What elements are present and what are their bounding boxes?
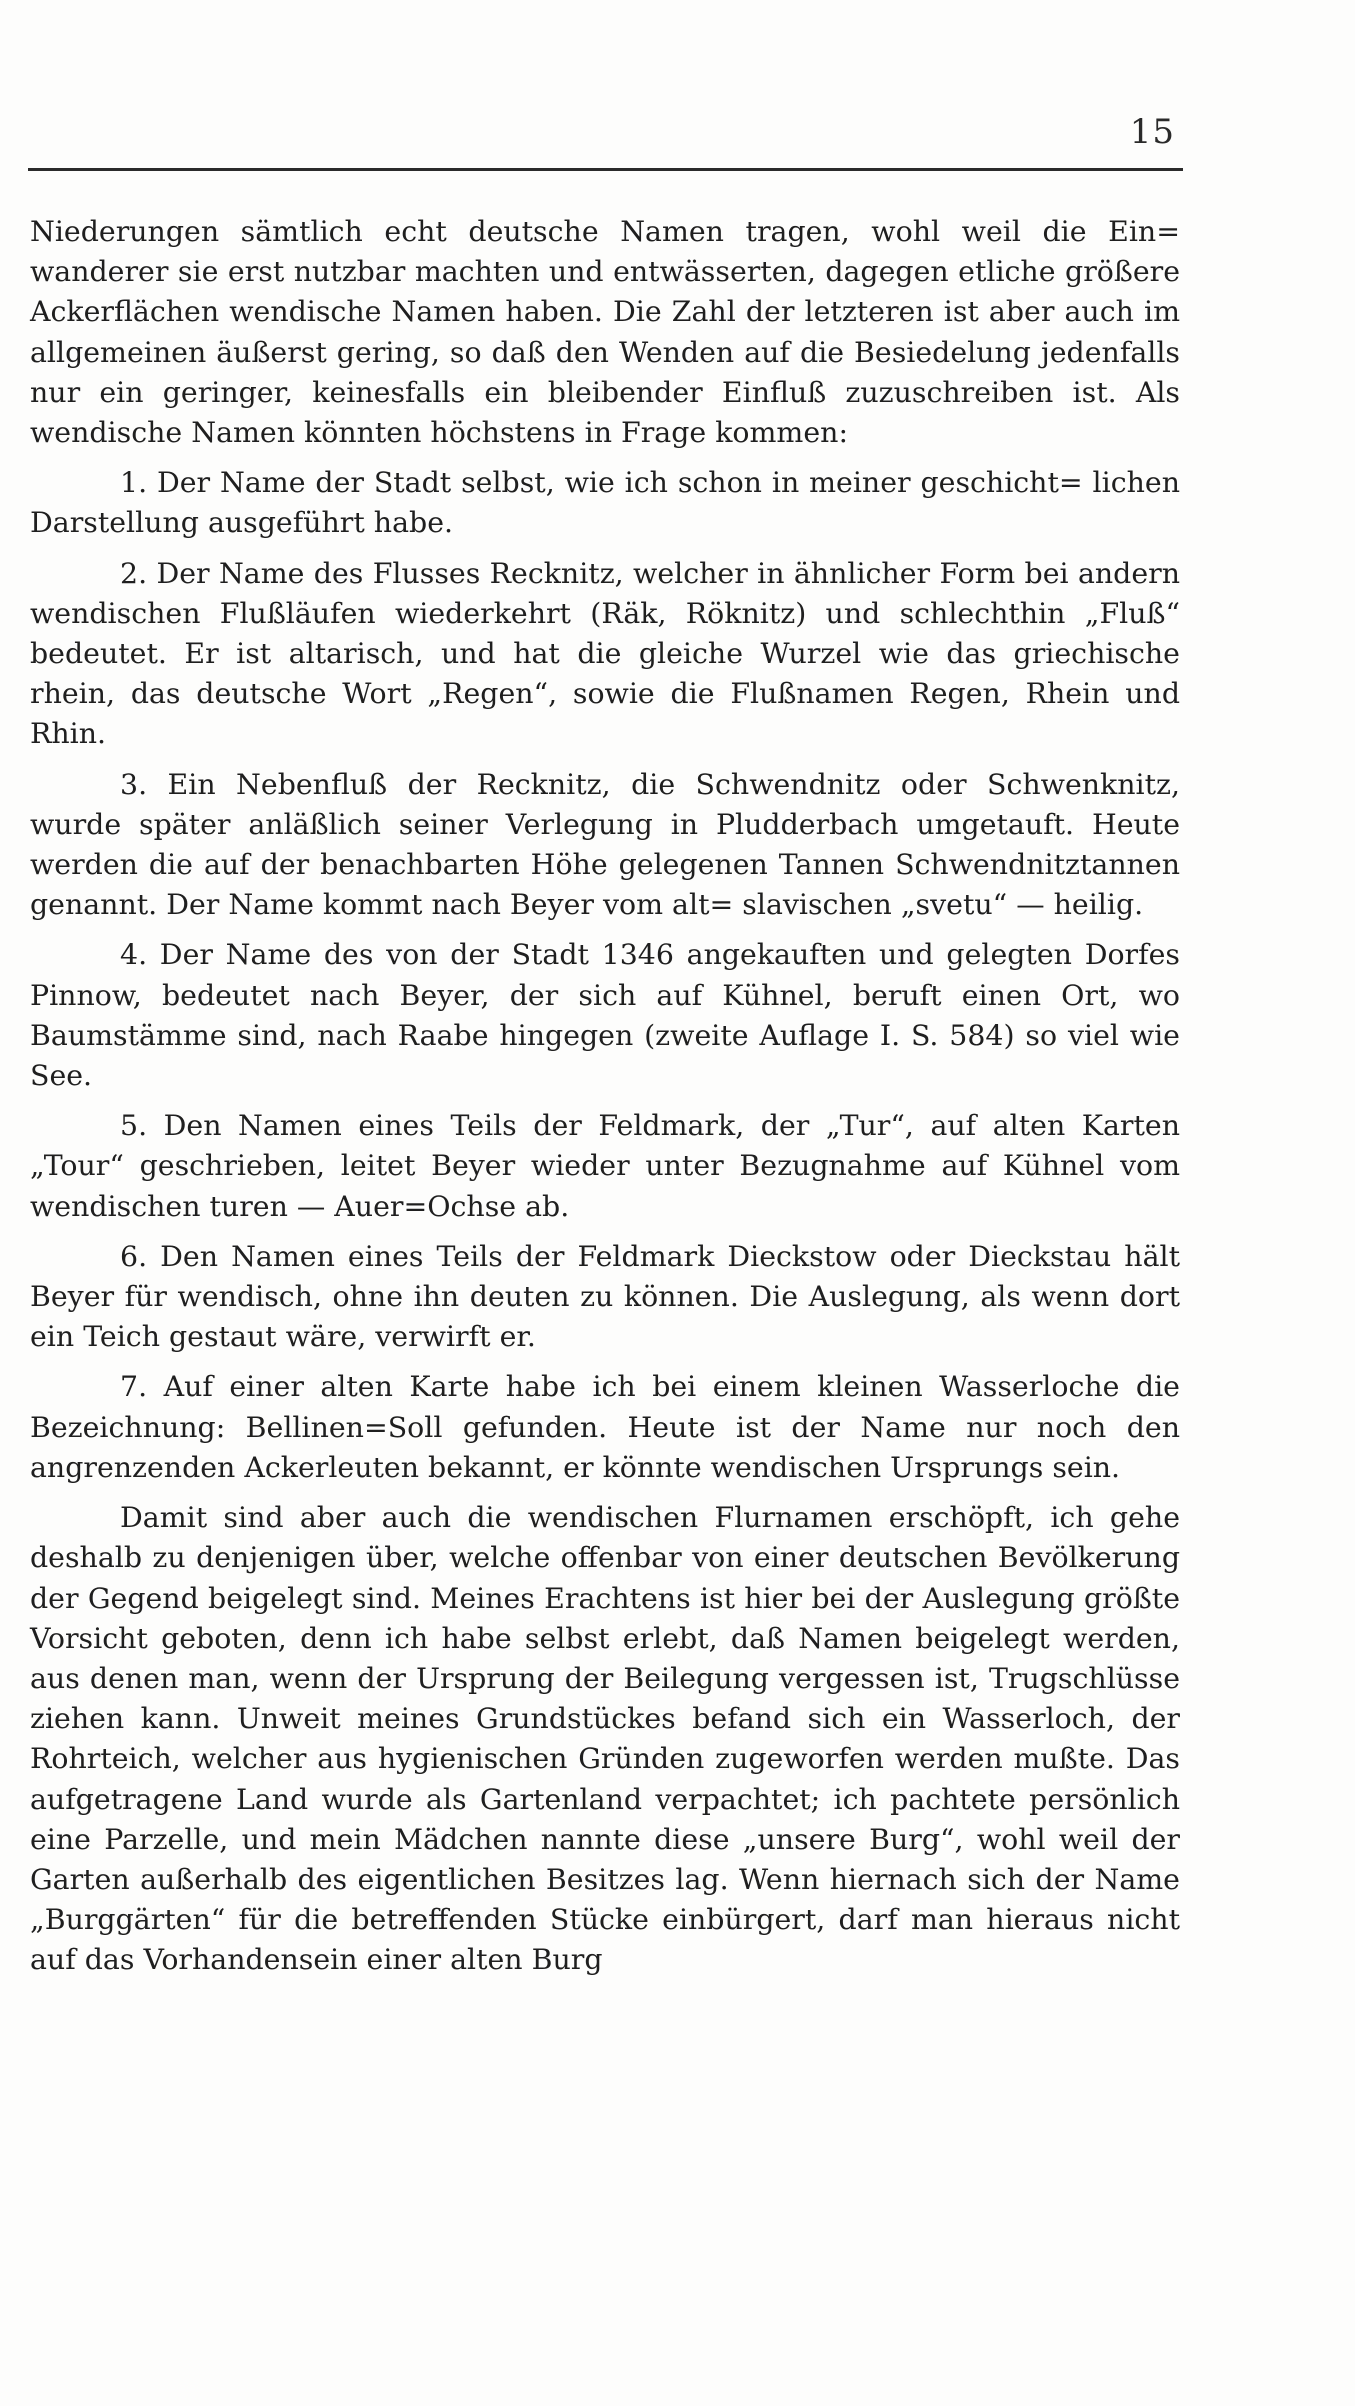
paragraph-continued: Niederungen sämtlich echt deutsche Namen tragen, wohl weil die Ein= wanderer sie erst nutzbar machten und entwässerten, dagegen etliche größere Ackerflächen wendische Namen haben. Die Zahl der letzteren ist aber auch im allgemeinen äußerst gering, so daß den Wenden auf die Besiedelung jedenfalls nur ein geringer, keinesfalls ein bleibender Einfluß zuzuschreiben ist. Als wendische Namen könnten höchstens in Frage kommen:	[30, 215, 1180, 450]
paragraph-flurnamen: Damit sind aber auch die wendischen Flurnamen erschöpft, ich gehe deshalb zu denjenigen über, welche offenbar von einer deutschen Bevölkerung der Gegend beigelegt sind. Meines Erachtens ist hier bei der Auslegung größte Vorsicht geboten, denn ich habe selbst erlebt, daß Namen beigelegt werden, aus denen man, wenn der Ursprung der Beilegung vergessen ist, Trugschlüsse ziehen kann. Unweit meines Grundstückes befand sich ein Wasserloch, der Rohrteich, welcher aus hygienischen Gründen zugeworfen werden mußte. Das aufgetragene Land wurde als Gartenland verpachtet; ich pachtete persönlich eine Parzelle, und mein Mädchen nannte diese „unsere Burg“, wohl weil der Garten außerhalb des eigentlichen Besitzes lag. Wenn hiernach sich der Name „Burggärten“ für die betreffenden Stücke einbürgert, darf man hieraus nicht auf das Vorhandensein einer alten Burg	[30, 1501, 1180, 1977]
list-item-7: 7. Auf einer alten Karte habe ich bei einem kleinen Wasserloche die Bezeichnung: Bellinen=Soll gefunden. Heute ist der Name nur noch den angrenzenden Ackerleuten bekannt, er könnte wendischen Ursprungs sein.	[30, 1370, 1180, 1484]
body-text	[30, 212, 1180, 1991]
list-item-6: 6. Den Namen eines Teils der Feldmark Dieckstow oder Dieckstau hält Beyer für wendisch, ohne ihn deuten zu können. Die Auslegung, als wenn dort ein Teich gestaut wäre, verwirft er.	[30, 1239, 1180, 1354]
page-number: 15	[1129, 112, 1175, 152]
list-item-1: 1. Der Name der Stadt selbst, wie ich schon in meiner geschicht= lichen Darstellung ausgeführt habe.	[30, 466, 1180, 540]
list-item-2: 2. Der Name des Flusses Recknitz, welcher in ähnlicher Form bei andern wendischen Flußläufen wiederkehrt (Räk, Röknitz) und schlechthin „Fluß“ bedeutet. Er ist altarisch, und hat die gleiche Wurzel wie das griechische rhein, das deutsche Wort „Regen“, sowie die Flußnamen Regen, Rhein und Rhin.	[30, 556, 1180, 751]
list-item-4: 4. Der Name des von der Stadt 1346 angekauften und gelegten Dorfes Pinnow, bedeutet nach Beyer, der sich auf Kühnel, beruft einen Ort, wo Baumstämme sind, nach Raabe hingegen (zweite Auflage I. S. 584) so viel wie See.	[30, 938, 1180, 1093]
list-item-5: 5. Den Namen eines Teils der Feldmark, der „Tur“, auf alten Karten „Tour“ geschrieben, leitet Beyer wieder unter Bezugnahme auf Kühnel vom wendischen turen — Auer=Ochse ab.	[30, 1109, 1180, 1223]
header-rule	[28, 168, 1183, 171]
list-item-3: 3. Ein Nebenfluß der Recknitz, die Schwendnitz oder Schwenknitz, wurde später anläßlich seiner Verlegung in Pludderbach umgetauft. Heute werden die auf der benachbarten Höhe gelegenen Tannen Schwendnitztannen genannt. Der Name kommt nach Beyer vom alt= slavischen „svetu“ — heilig.	[30, 767, 1180, 922]
